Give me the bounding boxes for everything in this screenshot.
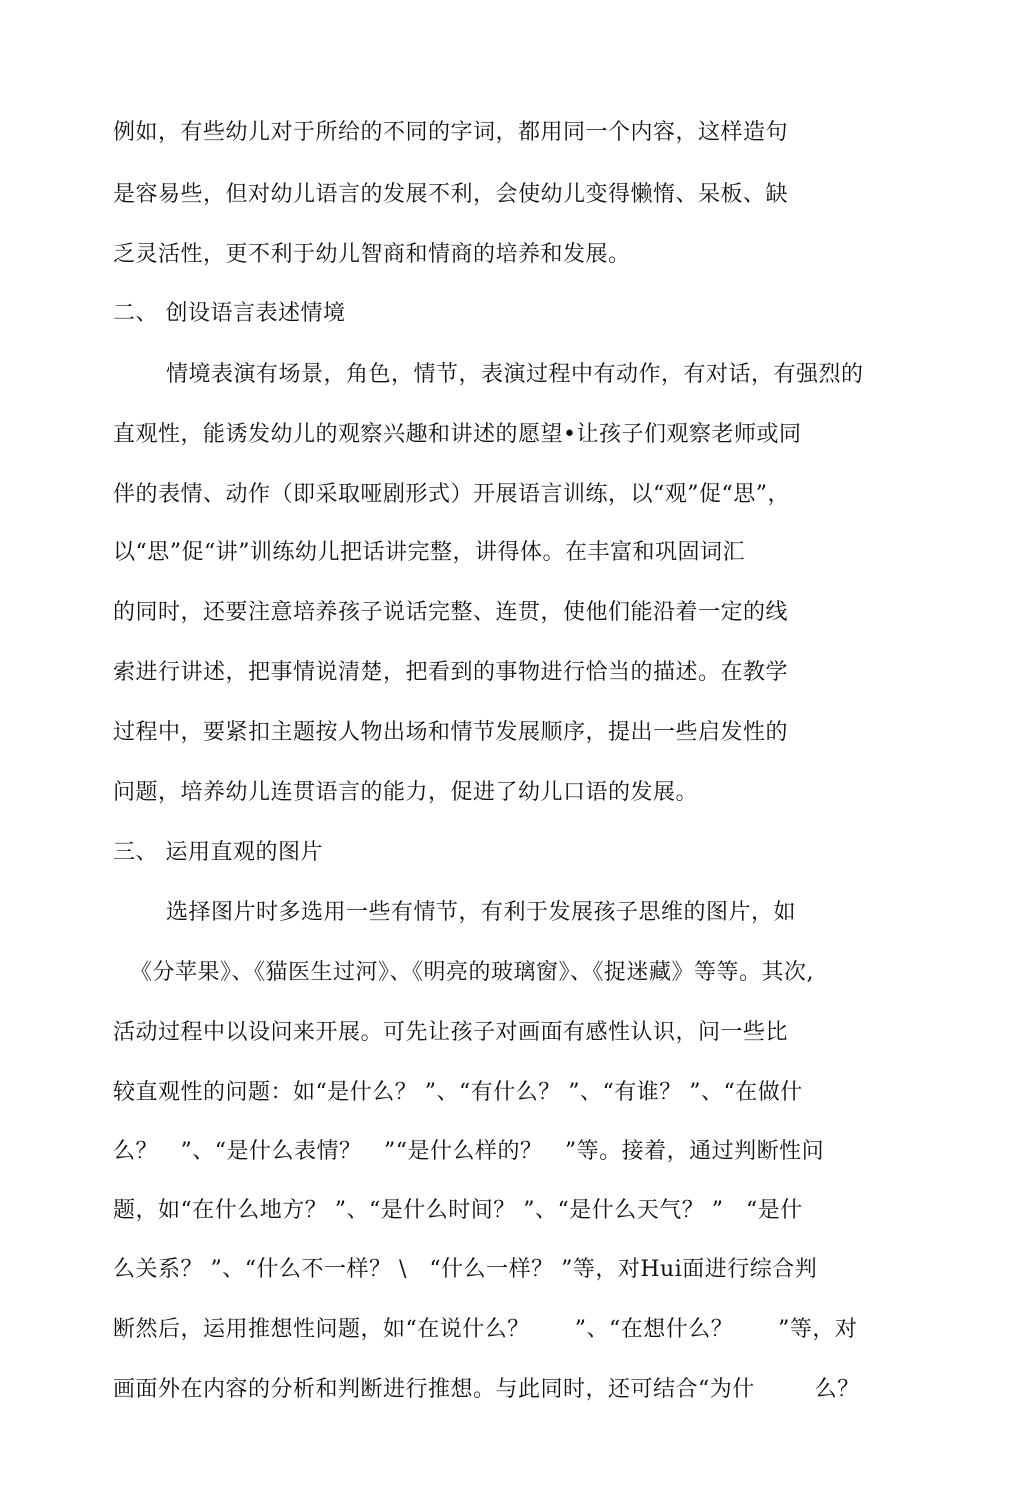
paragraph-line: 较直观性的问题：如“是什么？ ”、“有什么？ ”、“有谁？ ”、“在做什 xyxy=(113,1080,803,1105)
paragraph-line: 题，如“在什么地方？ ”、“是什么时间？ ”、“是什么天气？ ” “是什 xyxy=(113,1198,803,1223)
paragraph-line: 么？ ”、“是什么表情？ ”“是什么样的？ ”等。接着，通过判断性问 xyxy=(113,1139,825,1164)
paragraph-line: 《分苹果》、《猫医生过河》、《明亮的玻璃窗》、《捉迷藏》等等。其次, xyxy=(130,960,814,985)
paragraph-line: 以“思”促“讲”训练幼儿把话讲完整，讲得体。在丰富和巩固词汇 xyxy=(113,540,745,565)
paragraph-line: 是容易些，但对幼儿语言的发展不利，会使幼儿变得懒惰、呆板、缺 xyxy=(113,182,789,207)
paragraph-line: 的同时，还要注意培养孩子说话完整、连贯，使他们能沿着一定的线 xyxy=(113,600,789,625)
section-heading: 三、 运用直观的图片 xyxy=(113,840,323,865)
paragraph-line: 问题，培养幼儿连贯语言的能力，促进了幼儿口语的发展。 xyxy=(113,780,699,805)
paragraph-line: 过程中，要紧扣主题按人物出场和情节发展顺序，提出一些启发性的 xyxy=(113,720,789,745)
paragraph-line: 选择图片时多选用一些有情节，有利于发展孩子思维的图片，如 xyxy=(166,900,797,925)
paragraph-line: 么关系？ ”、“什么不一样？ \ “什么一样？ ”等，对Hui面进行综合判 xyxy=(113,1257,818,1282)
paragraph-line: 断然后，运用推想性问题，如“在说什么？ ”、“在想什么？ ”等，对 xyxy=(113,1317,858,1342)
paragraph-line: 乏灵活性，更不利于幼儿智商和情商的培养和发展。 xyxy=(113,242,631,267)
paragraph-line: 伴的表情、动作（即采取哑剧形式）开展语言训练，以“观”促“思”， xyxy=(113,482,790,507)
paragraph-line: 直观性，能诱发幼儿的观察兴趣和讲述的愿望•让孩子们观察老师或同 xyxy=(113,422,802,447)
paragraph-line: 活动过程中以设问来开展。可先让孩子对画面有感性认识，问一些比 xyxy=(113,1020,789,1045)
paragraph-line: 索进行讲述，把事情说清楚，把看到的事物进行恰当的描述。在教学 xyxy=(113,660,789,685)
section-heading: 二、 创设语言表述情境 xyxy=(113,301,346,326)
paragraph-line: 画面外在内容的分析和判断进行推想。与此同时，还可结合“为什 么？ xyxy=(113,1377,860,1402)
paragraph-line: 例如，有些幼儿对于所给的不同的字词，都用同一个内容，这样造句 xyxy=(113,120,789,145)
paragraph-line: 情境表演有场景，角色，情节，表演过程中有动作，有对话，有强烈的 xyxy=(166,362,864,387)
